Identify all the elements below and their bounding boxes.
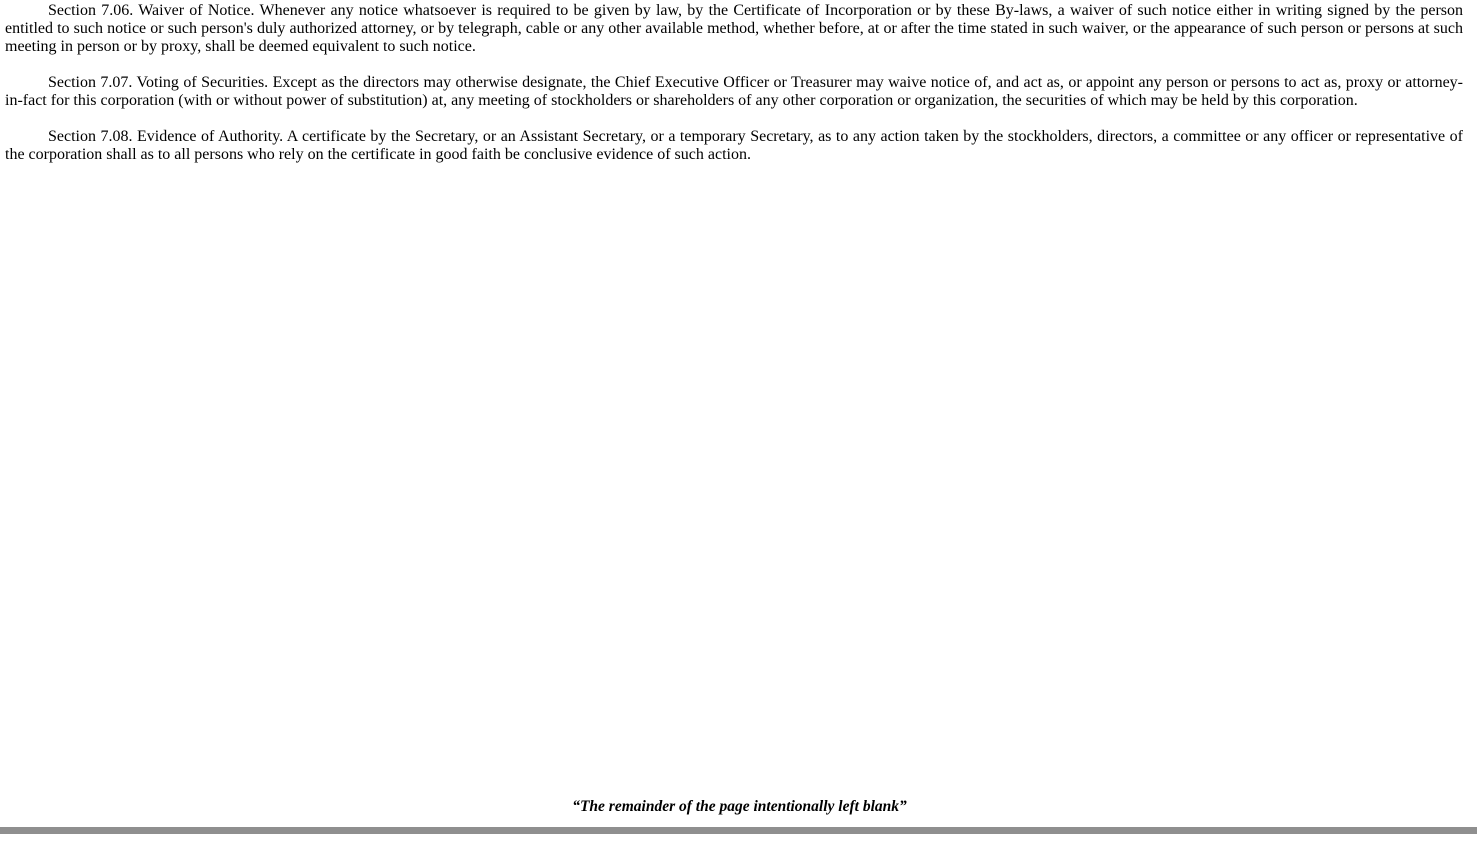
paragraph-section-7-07: Section 7.07. Voting of Securities. Except as the directors may otherwise designate, the Chief Executive Officer or Treasurer may waive notice of, and act as, or appoint any person or persons to act as, proxy or attorney-in-fact for this corporation (with or without power of substitution) at, any meeting of stockholders or shareholders of any other corporation or organization, the securities of which may be held by this corporation. (5, 74, 1463, 109)
paragraph-section-7-08: Section 7.08. Evidence of Authority. A certificate by the Secretary, or an Assistant Secretary, or a temporary Secretary, as to any action taken by the stockholders, directors, a committee or any officer or representative of the corporation shall as to all persons who rely on the certificate in good faith be conclusive evidence of such action. (5, 128, 1463, 163)
intentionally-blank-note: “The remainder of the page intentionally left blank” (572, 798, 907, 815)
page-break-bar (0, 827, 1477, 834)
document-body (5, 2, 1463, 182)
paragraph-section-7-06: Section 7.06. Waiver of Notice. Whenever any notice whatsoever is required to be given by law, by the Certificate of Incorporation or by these By-laws, a waiver of such notice either in writing signed by the person entitled to such notice or such person's duly authorized attorney, or by telegraph, cable or any other available method, whether before, at or after the time stated in such waiver, or the appearance of such person or persons at such meeting in person or by proxy, shall be deemed equivalent to such notice. (5, 2, 1463, 55)
